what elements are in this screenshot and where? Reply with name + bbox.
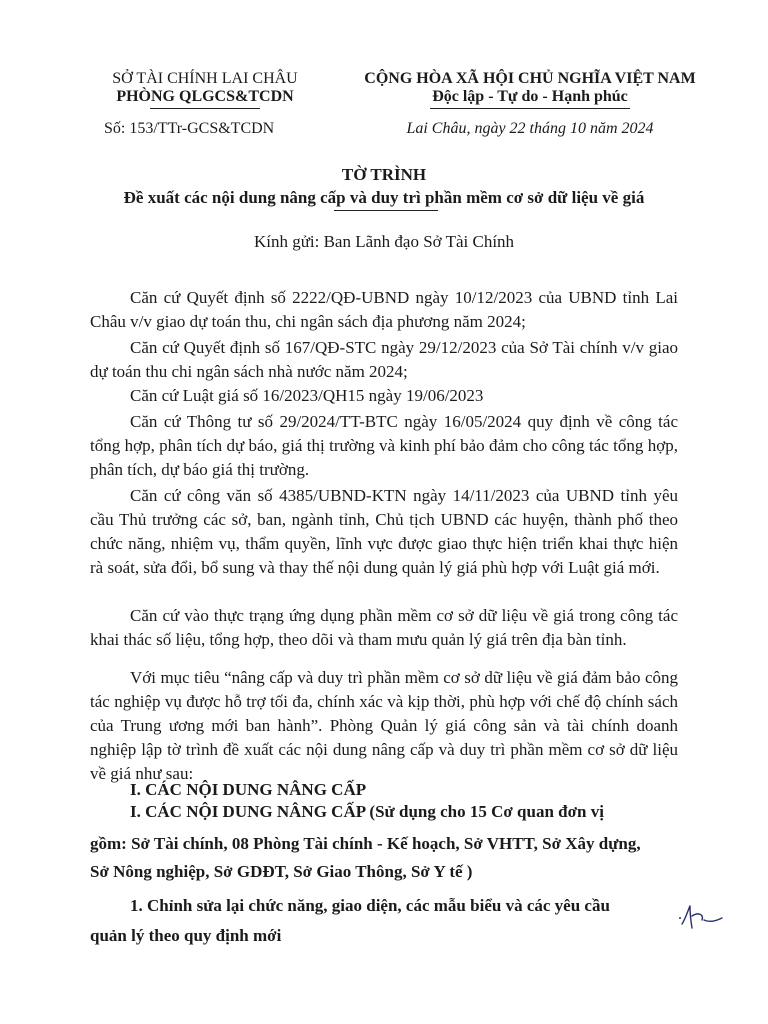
paragraph-text: Với mục tiêu “nâng cấp và duy trì phần mềm cơ sở dữ liệu về giá đảm bảo công tác nghiệp vụ được hỗ trợ tối đa, chính xác và kịp thời, phù hợp với chế độ chính sách của Trung ương mới ban hành”. Phòng Quản lý giá công sản và tài chính doanh nghiệp lập tờ trình đề xuất các nội dung nâng cấp và duy trì phần mềm cơ sở dữ liệu về giá như sau: [90, 668, 678, 783]
paragraph-basis-4 [90, 410, 678, 482]
paragraph-text: Căn cứ Thông tư số 29/2024/TT-BTC ngày 16/05/2024 quy định về công tác tổng hợp, phân tích dự báo, giá thị trường và kinh phí bảo đảm cho công tác tổng hợp, phân tích, dự báo giá thị trường. [90, 412, 678, 479]
paragraph-text: Căn cứ vào thực trạng ứng dụng phần mềm cơ sở dữ liệu về giá trong công tác khai thác số liệu, tổng hợp, theo dõi và tham mưu quản lý giá trên địa bàn tỉnh. [90, 606, 678, 649]
national-motto: Độc lập - Tự do - Hạnh phúc [432, 88, 628, 105]
paragraph-basis-3 [90, 384, 678, 408]
section-heading-lead: I. CÁC NỘI DUNG NÂNG CẤP [130, 802, 366, 821]
paragraph-text: Căn cứ Luật giá số 16/2023/QH15 ngày 19/06/2023 [130, 386, 484, 405]
document-subject: Đề xuất các nội dung nâng cấp và duy trì phần mềm cơ sở dữ liệu về giá [123, 188, 645, 207]
item-1-line2: quản lý theo quy định mới [90, 926, 282, 945]
paragraph-basis-2 [90, 336, 678, 384]
section-heading-line3: Sở Nông nghiệp, Sở GDĐT, Sở Giao Thông, Sở Y tế ) [90, 862, 473, 881]
handwritten-initial [678, 902, 726, 932]
place-date: Lai Châu, ngày 22 tháng 10 năm 2024 [406, 120, 654, 137]
paragraph-basis-6 [90, 604, 678, 652]
paragraph-text: Căn cứ Quyết định số 167/QĐ-STC ngày 29/12/2023 của Sở Tài chính v/v giao dự toán thu chi ngân sách nhà nước năm 2024; [90, 338, 678, 381]
paragraph-basis-1 [90, 286, 678, 334]
section-heading-line2: gồm: Sở Tài chính, 08 Phòng Tài chính - Kế hoạch, Sở VHTT, Sở Xây dựng, [90, 834, 641, 853]
national-title: CỘNG HÒA XÃ HỘI CHỦ NGHĨA VIỆT NAM [364, 70, 696, 87]
agency-unit: PHÒNG QLGCS&TCDN [116, 88, 294, 105]
section-heading-scope: (Sử dụng cho 15 Cơ quan đơn vị [369, 802, 604, 821]
document-number: Số: 153/TTr-GCS&TCDN [104, 120, 275, 137]
agency-parent: SỞ TÀI CHÍNH LAI CHÂU [112, 70, 298, 87]
recipient: Kính gửi: Ban Lãnh đạo Sở Tài Chính [253, 232, 515, 251]
section-heading-line1 [130, 802, 604, 822]
item-1-line1: 1. Chỉnh sửa lại chức năng, giao diện, các mẫu biểu và các yêu cầu [130, 896, 610, 915]
unit-underline [150, 108, 260, 109]
section-heading-plain: I. CÁC NỘI DUNG NÂNG CẤP [130, 780, 367, 799]
paragraph-basis-5 [90, 484, 678, 580]
paragraph-objective [90, 666, 678, 786]
motto-underline [430, 108, 630, 109]
subject-underline [334, 210, 438, 211]
document-type: TỜ TRÌNH [341, 165, 427, 184]
paragraph-text: Căn cứ Quyết định số 2222/QĐ-UBND ngày 10/12/2023 của UBND tỉnh Lai Châu v/v giao dự toán thu, chi ngân sách địa phương năm 2024; [90, 288, 678, 331]
paragraph-text: Căn cứ công văn số 4385/UBND-KTN ngày 14/11/2023 của UBND tỉnh yêu cầu Thủ trưởng các sở, ban, ngành tỉnh, Chủ tịch UBND các huyện, thành phố theo chức năng, nhiệm vụ, thẩm quyền, lĩnh vực được giao thực hiện triển khai thực hiện rà soát, sửa đổi, bổ sung và thay thế nội dung quản lý giá phù hợp với Luật giá mới. [90, 486, 678, 577]
